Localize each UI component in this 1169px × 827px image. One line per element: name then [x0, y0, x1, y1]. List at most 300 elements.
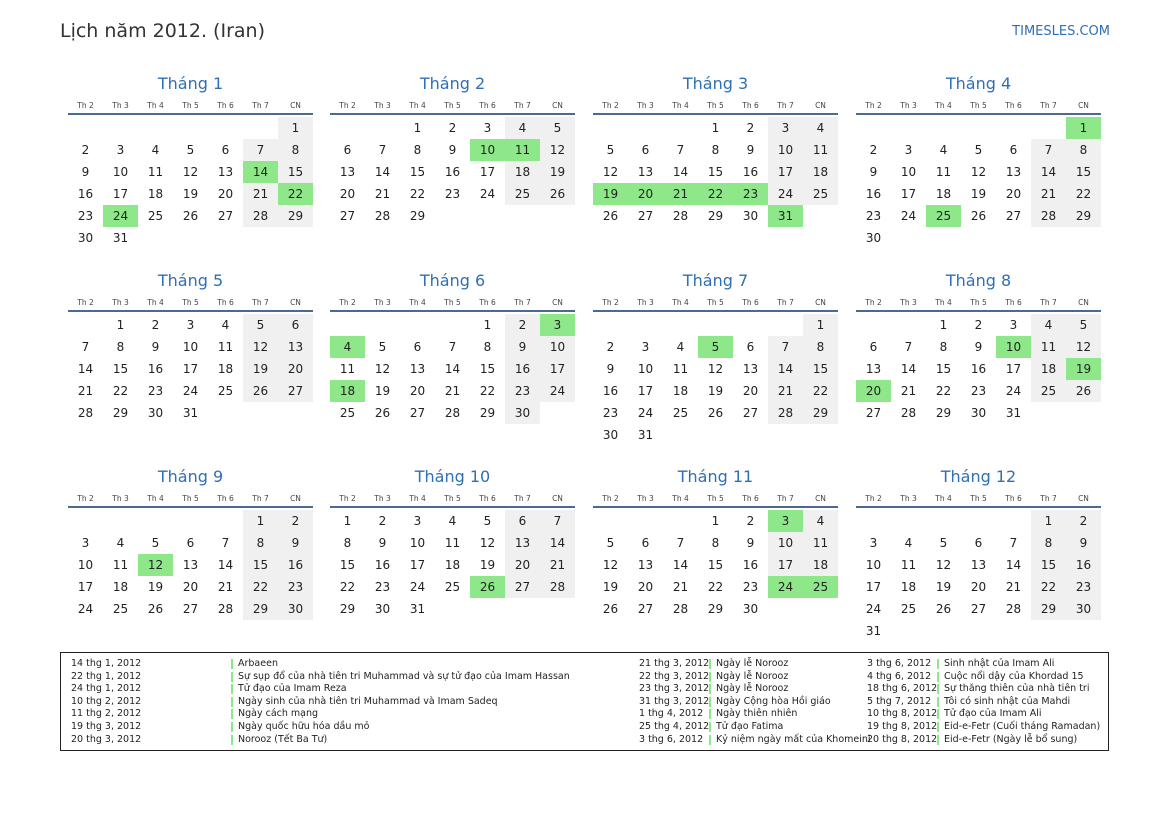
day-cell[interactable]: 12 — [540, 139, 575, 161]
day-cell[interactable]: 2 — [869, 143, 878, 157]
day-cell[interactable]: 6 — [505, 510, 540, 532]
day-cell[interactable]: 23 — [865, 209, 882, 223]
day-cell[interactable]: 6 — [278, 314, 313, 336]
day-cell[interactable]: 16 — [147, 362, 164, 376]
day-cell[interactable]: 31 — [182, 406, 199, 420]
day-cell[interactable]: 8 — [483, 340, 492, 354]
day-cell[interactable]: 29 — [803, 402, 838, 424]
day-cell[interactable]: 7 — [904, 340, 913, 354]
day-cell[interactable]: 16 — [1066, 554, 1101, 576]
day-cell[interactable]: 5 — [378, 340, 387, 354]
day-cell[interactable]: 30 — [865, 231, 882, 245]
day-cell[interactable]: 27 — [1005, 209, 1022, 223]
day-cell[interactable]: 23 — [278, 576, 313, 598]
day-cell[interactable]: 28 — [444, 406, 461, 420]
day-cell[interactable]: 1 — [483, 318, 492, 332]
day-cell[interactable]: 9 — [151, 340, 160, 354]
day-cell[interactable]: 23 — [970, 384, 987, 398]
day-cell[interactable]: 30 — [742, 602, 759, 616]
day-cell[interactable]: 25 — [900, 602, 917, 616]
day-cell[interactable]: 31 — [409, 602, 426, 616]
day-cell[interactable]: 6 — [1009, 143, 1018, 157]
day-cell[interactable]: 29 — [707, 209, 724, 223]
day-cell[interactable]: 24 — [479, 187, 496, 201]
day-cell[interactable]: 16 — [742, 165, 759, 179]
day-cell[interactable]: 11 — [935, 165, 952, 179]
day-cell[interactable]: 27 — [505, 576, 540, 598]
day-cell[interactable]: 1 — [243, 510, 278, 532]
day-cell[interactable]: 23 — [602, 406, 619, 420]
day-cell[interactable]: 6 — [413, 340, 422, 354]
day-cell[interactable]: 14 — [768, 358, 803, 380]
day-cell[interactable]: 9 — [448, 143, 457, 157]
day-cell[interactable]: 25 — [505, 183, 540, 205]
day-cell[interactable]: 2 — [81, 143, 90, 157]
day-cell[interactable]: 22 — [1066, 183, 1101, 205]
day-cell[interactable]: 24 — [77, 602, 94, 616]
day-cell[interactable]: 9 — [505, 336, 540, 358]
day-cell[interactable]: 1 — [343, 514, 352, 528]
day-cell[interactable]: 19 — [243, 358, 278, 380]
day-cell[interactable]: 24 — [768, 183, 803, 205]
holiday-day-cell[interactable]: 11 — [505, 139, 540, 161]
day-cell[interactable]: 4 — [448, 514, 457, 528]
day-cell[interactable]: 5 — [606, 536, 615, 550]
day-cell[interactable]: 7 — [378, 143, 387, 157]
day-cell[interactable]: 18 — [505, 161, 540, 183]
day-cell[interactable]: 14 — [374, 165, 391, 179]
day-cell[interactable]: 17 — [409, 558, 426, 572]
day-cell[interactable]: 15 — [278, 161, 313, 183]
day-cell[interactable]: 2 — [151, 318, 160, 332]
day-cell[interactable]: 2 — [1066, 510, 1101, 532]
day-cell[interactable]: 30 — [147, 406, 164, 420]
day-cell[interactable]: 7 — [1031, 139, 1066, 161]
day-cell[interactable]: 20 — [970, 580, 987, 594]
day-cell[interactable]: 7 — [81, 340, 90, 354]
day-cell[interactable]: 4 — [151, 143, 160, 157]
day-cell[interactable]: 31 — [112, 231, 129, 245]
day-cell[interactable]: 19 — [182, 187, 199, 201]
day-cell[interactable]: 24 — [637, 406, 654, 420]
day-cell[interactable]: 25 — [112, 602, 129, 616]
day-cell[interactable]: 4 — [505, 117, 540, 139]
day-cell[interactable]: 22 — [339, 580, 356, 594]
day-cell[interactable]: 14 — [77, 362, 94, 376]
day-cell[interactable]: 25 — [1031, 380, 1066, 402]
day-cell[interactable]: 11 — [339, 362, 356, 376]
day-cell[interactable]: 8 — [413, 143, 422, 157]
day-cell[interactable]: 27 — [637, 602, 654, 616]
day-cell[interactable]: 3 — [904, 143, 913, 157]
day-cell[interactable]: 22 — [935, 384, 952, 398]
day-cell[interactable]: 21 — [444, 384, 461, 398]
day-cell[interactable]: 24 — [865, 602, 882, 616]
day-cell[interactable]: 18 — [803, 161, 838, 183]
day-cell[interactable]: 18 — [935, 187, 952, 201]
day-cell[interactable]: 17 — [182, 362, 199, 376]
day-cell[interactable]: 28 — [900, 406, 917, 420]
day-cell[interactable]: 20 — [182, 580, 199, 594]
day-cell[interactable]: 8 — [803, 336, 838, 358]
holiday-day-cell[interactable]: 25 — [926, 205, 961, 227]
holiday-day-cell[interactable]: 12 — [138, 554, 173, 576]
day-cell[interactable]: 24 — [900, 209, 917, 223]
day-cell[interactable]: 5 — [483, 514, 492, 528]
day-cell[interactable]: 13 — [182, 558, 199, 572]
day-cell[interactable]: 28 — [1031, 205, 1066, 227]
day-cell[interactable]: 17 — [768, 554, 803, 576]
day-cell[interactable]: 9 — [81, 165, 90, 179]
day-cell[interactable]: 19 — [970, 187, 987, 201]
day-cell[interactable]: 26 — [1066, 380, 1101, 402]
day-cell[interactable]: 8 — [1066, 139, 1101, 161]
day-cell[interactable]: 4 — [803, 510, 838, 532]
day-cell[interactable]: 27 — [409, 406, 426, 420]
holiday-day-cell[interactable]: 19 — [593, 183, 628, 205]
day-cell[interactable]: 28 — [672, 602, 689, 616]
day-cell[interactable]: 30 — [278, 598, 313, 620]
day-cell[interactable]: 1 — [939, 318, 948, 332]
day-cell[interactable]: 28 — [768, 402, 803, 424]
day-cell[interactable]: 10 — [900, 165, 917, 179]
day-cell[interactable]: 4 — [116, 536, 125, 550]
day-cell[interactable]: 10 — [865, 558, 882, 572]
day-cell[interactable]: 21 — [768, 380, 803, 402]
day-cell[interactable]: 13 — [742, 362, 759, 376]
day-cell[interactable]: 21 — [672, 580, 689, 594]
day-cell[interactable]: 30 — [970, 406, 987, 420]
day-cell[interactable]: 21 — [1031, 183, 1066, 205]
day-cell[interactable]: 6 — [186, 536, 195, 550]
day-cell[interactable]: 3 — [413, 514, 422, 528]
day-cell[interactable]: 2 — [378, 514, 387, 528]
day-cell[interactable]: 10 — [409, 536, 426, 550]
day-cell[interactable]: 5 — [540, 117, 575, 139]
day-cell[interactable]: 8 — [939, 340, 948, 354]
day-cell[interactable]: 14 — [217, 558, 234, 572]
day-cell[interactable]: 22 — [243, 576, 278, 598]
holiday-day-cell[interactable]: 25 — [803, 576, 838, 598]
day-cell[interactable]: 30 — [505, 402, 540, 424]
day-cell[interactable]: 19 — [935, 580, 952, 594]
holiday-day-cell[interactable]: 31 — [768, 205, 803, 227]
day-cell[interactable]: 25 — [147, 209, 164, 223]
day-cell[interactable]: 12 — [602, 558, 619, 572]
day-cell[interactable]: 20 — [637, 580, 654, 594]
day-cell[interactable]: 13 — [1005, 165, 1022, 179]
day-cell[interactable]: 24 — [409, 580, 426, 594]
day-cell[interactable]: 19 — [707, 384, 724, 398]
day-cell[interactable]: 28 — [77, 406, 94, 420]
day-cell[interactable]: 5 — [939, 536, 948, 550]
day-cell[interactable]: 12 — [707, 362, 724, 376]
day-cell[interactable]: 1 — [711, 514, 720, 528]
day-cell[interactable]: 21 — [1005, 580, 1022, 594]
day-cell[interactable]: 27 — [637, 209, 654, 223]
day-cell[interactable]: 18 — [803, 554, 838, 576]
day-cell[interactable]: 20 — [409, 384, 426, 398]
day-cell[interactable]: 20 — [339, 187, 356, 201]
day-cell[interactable]: 9 — [278, 532, 313, 554]
day-cell[interactable]: 26 — [182, 209, 199, 223]
day-cell[interactable]: 5 — [1066, 314, 1101, 336]
day-cell[interactable]: 13 — [339, 165, 356, 179]
day-cell[interactable]: 26 — [935, 602, 952, 616]
day-cell[interactable]: 15 — [1031, 554, 1066, 576]
day-cell[interactable]: 18 — [147, 187, 164, 201]
holiday-day-cell[interactable]: 10 — [470, 139, 505, 161]
day-cell[interactable]: 5 — [606, 143, 615, 157]
day-cell[interactable]: 1 — [413, 121, 422, 135]
day-cell[interactable]: 22 — [707, 580, 724, 594]
day-cell[interactable]: 9 — [746, 143, 755, 157]
day-cell[interactable]: 17 — [479, 165, 496, 179]
holiday-day-cell[interactable]: 22 — [278, 183, 313, 205]
day-cell[interactable]: 7 — [676, 536, 685, 550]
day-cell[interactable]: 18 — [217, 362, 234, 376]
day-cell[interactable]: 3 — [186, 318, 195, 332]
holiday-day-cell[interactable]: 24 — [103, 205, 138, 227]
holiday-day-cell[interactable]: 24 — [768, 576, 803, 598]
day-cell[interactable]: 6 — [221, 143, 230, 157]
day-cell[interactable]: 20 — [1005, 187, 1022, 201]
day-cell[interactable]: 15 — [339, 558, 356, 572]
holiday-day-cell[interactable]: 26 — [470, 576, 505, 598]
day-cell[interactable]: 13 — [409, 362, 426, 376]
day-cell[interactable]: 23 — [147, 384, 164, 398]
day-cell[interactable]: 28 — [540, 576, 575, 598]
day-cell[interactable]: 8 — [711, 536, 720, 550]
day-cell[interactable]: 17 — [77, 580, 94, 594]
day-cell[interactable]: 26 — [602, 209, 619, 223]
holiday-day-cell[interactable]: 23 — [733, 183, 768, 205]
day-cell[interactable]: 17 — [637, 384, 654, 398]
day-cell[interactable]: 12 — [182, 165, 199, 179]
day-cell[interactable]: 3 — [81, 536, 90, 550]
day-cell[interactable]: 10 — [540, 336, 575, 358]
day-cell[interactable]: 11 — [803, 139, 838, 161]
day-cell[interactable]: 11 — [900, 558, 917, 572]
day-cell[interactable]: 24 — [182, 384, 199, 398]
day-cell[interactable]: 2 — [448, 121, 457, 135]
day-cell[interactable]: 14 — [900, 362, 917, 376]
day-cell[interactable]: 22 — [409, 187, 426, 201]
day-cell[interactable]: 16 — [970, 362, 987, 376]
day-cell[interactable]: 17 — [1005, 362, 1022, 376]
day-cell[interactable]: 12 — [935, 558, 952, 572]
day-cell[interactable]: 9 — [974, 340, 983, 354]
day-cell[interactable]: 20 — [278, 358, 313, 380]
day-cell[interactable]: 6 — [974, 536, 983, 550]
day-cell[interactable]: 23 — [742, 580, 759, 594]
day-cell[interactable]: 11 — [147, 165, 164, 179]
day-cell[interactable]: 11 — [803, 532, 838, 554]
day-cell[interactable]: 10 — [77, 558, 94, 572]
day-cell[interactable]: 13 — [505, 532, 540, 554]
day-cell[interactable]: 30 — [742, 209, 759, 223]
day-cell[interactable]: 28 — [217, 602, 234, 616]
holiday-day-cell[interactable]: 3 — [768, 510, 803, 532]
day-cell[interactable]: 9 — [606, 362, 615, 376]
day-cell[interactable]: 14 — [672, 165, 689, 179]
day-cell[interactable]: 3 — [1009, 318, 1018, 332]
day-cell[interactable]: 20 — [217, 187, 234, 201]
day-cell[interactable]: 10 — [112, 165, 129, 179]
day-cell[interactable]: 16 — [505, 358, 540, 380]
day-cell[interactable]: 23 — [444, 187, 461, 201]
day-cell[interactable]: 16 — [865, 187, 882, 201]
day-cell[interactable]: 16 — [444, 165, 461, 179]
day-cell[interactable]: 14 — [1031, 161, 1066, 183]
day-cell[interactable]: 31 — [1005, 406, 1022, 420]
day-cell[interactable]: 21 — [900, 384, 917, 398]
day-cell[interactable]: 27 — [970, 602, 987, 616]
day-cell[interactable]: 7 — [243, 139, 278, 161]
day-cell[interactable]: 19 — [147, 580, 164, 594]
day-cell[interactable]: 26 — [707, 406, 724, 420]
day-cell[interactable]: 29 — [1031, 598, 1066, 620]
day-cell[interactable]: 8 — [343, 536, 352, 550]
day-cell[interactable]: 17 — [540, 358, 575, 380]
day-cell[interactable]: 21 — [77, 384, 94, 398]
day-cell[interactable]: 13 — [217, 165, 234, 179]
day-cell[interactable]: 8 — [243, 532, 278, 554]
day-cell[interactable]: 14 — [1005, 558, 1022, 572]
day-cell[interactable]: 11 — [444, 536, 461, 550]
day-cell[interactable]: 10 — [637, 362, 654, 376]
day-cell[interactable]: 26 — [147, 602, 164, 616]
day-cell[interactable]: 20 — [742, 384, 759, 398]
day-cell[interactable]: 9 — [869, 165, 878, 179]
day-cell[interactable]: 29 — [479, 406, 496, 420]
day-cell[interactable]: 12 — [374, 362, 391, 376]
day-cell[interactable]: 21 — [217, 580, 234, 594]
day-cell[interactable]: 7 — [768, 336, 803, 358]
day-cell[interactable]: 24 — [1005, 384, 1022, 398]
day-cell[interactable]: 31 — [865, 624, 882, 638]
day-cell[interactable]: 17 — [768, 161, 803, 183]
holiday-day-cell[interactable]: 18 — [330, 380, 365, 402]
day-cell[interactable]: 12 — [243, 336, 278, 358]
day-cell[interactable]: 2 — [974, 318, 983, 332]
day-cell[interactable]: 13 — [970, 558, 987, 572]
day-cell[interactable]: 15 — [243, 554, 278, 576]
day-cell[interactable]: 11 — [672, 362, 689, 376]
day-cell[interactable]: 14 — [444, 362, 461, 376]
holiday-day-cell[interactable]: 22 — [698, 183, 733, 205]
day-cell[interactable]: 15 — [1066, 161, 1101, 183]
day-cell[interactable]: 10 — [182, 340, 199, 354]
site-link[interactable]: TIMESLES.COM — [1012, 24, 1110, 39]
day-cell[interactable]: 3 — [116, 143, 125, 157]
day-cell[interactable]: 11 — [217, 340, 234, 354]
day-cell[interactable]: 18 — [444, 558, 461, 572]
day-cell[interactable]: 19 — [374, 384, 391, 398]
day-cell[interactable]: 18 — [112, 580, 129, 594]
day-cell[interactable]: 19 — [602, 580, 619, 594]
day-cell[interactable]: 27 — [742, 406, 759, 420]
day-cell[interactable]: 22 — [479, 384, 496, 398]
holiday-day-cell[interactable]: 20 — [628, 183, 663, 205]
day-cell[interactable]: 5 — [186, 143, 195, 157]
day-cell[interactable]: 25 — [672, 406, 689, 420]
holiday-day-cell[interactable]: 19 — [1066, 358, 1101, 380]
day-cell[interactable]: 7 — [676, 143, 685, 157]
day-cell[interactable]: 12 — [479, 536, 496, 550]
day-cell[interactable]: 3 — [641, 340, 650, 354]
day-cell[interactable]: 25 — [803, 183, 838, 205]
day-cell[interactable]: 28 — [672, 209, 689, 223]
day-cell[interactable]: 15 — [707, 165, 724, 179]
day-cell[interactable]: 4 — [676, 340, 685, 354]
day-cell[interactable]: 29 — [409, 209, 426, 223]
day-cell[interactable]: 6 — [641, 143, 650, 157]
day-cell[interactable]: 30 — [374, 602, 391, 616]
day-cell[interactable]: 23 — [505, 380, 540, 402]
day-cell[interactable]: 29 — [278, 205, 313, 227]
day-cell[interactable]: 27 — [278, 380, 313, 402]
day-cell[interactable]: 4 — [803, 117, 838, 139]
day-cell[interactable]: 31 — [637, 428, 654, 442]
day-cell[interactable]: 4 — [221, 318, 230, 332]
day-cell[interactable]: 7 — [448, 340, 457, 354]
day-cell[interactable]: 25 — [444, 580, 461, 594]
day-cell[interactable]: 4 — [904, 536, 913, 550]
day-cell[interactable]: 9 — [746, 536, 755, 550]
day-cell[interactable]: 22 — [803, 380, 838, 402]
day-cell[interactable]: 28 — [243, 205, 278, 227]
day-cell[interactable]: 16 — [77, 187, 94, 201]
day-cell[interactable]: 14 — [672, 558, 689, 572]
day-cell[interactable]: 28 — [1005, 602, 1022, 616]
day-cell[interactable]: 16 — [374, 558, 391, 572]
day-cell[interactable]: 22 — [1031, 576, 1066, 598]
day-cell[interactable]: 30 — [602, 428, 619, 442]
day-cell[interactable]: 8 — [711, 143, 720, 157]
day-cell[interactable]: 29 — [112, 406, 129, 420]
day-cell[interactable]: 4 — [939, 143, 948, 157]
day-cell[interactable]: 5 — [243, 314, 278, 336]
day-cell[interactable]: 30 — [1066, 598, 1101, 620]
day-cell[interactable]: 15 — [803, 358, 838, 380]
day-cell[interactable]: 1 — [1031, 510, 1066, 532]
day-cell[interactable]: 1 — [278, 117, 313, 139]
day-cell[interactable]: 7 — [540, 510, 575, 532]
day-cell[interactable]: 4 — [1031, 314, 1066, 336]
day-cell[interactable]: 1 — [711, 121, 720, 135]
day-cell[interactable]: 10 — [768, 532, 803, 554]
day-cell[interactable]: 7 — [1009, 536, 1018, 550]
day-cell[interactable]: 3 — [768, 117, 803, 139]
day-cell[interactable]: 14 — [540, 532, 575, 554]
day-cell[interactable]: 16 — [742, 558, 759, 572]
day-cell[interactable]: 27 — [217, 209, 234, 223]
day-cell[interactable]: 23 — [77, 209, 94, 223]
day-cell[interactable]: 16 — [602, 384, 619, 398]
day-cell[interactable]: 12 — [1066, 336, 1101, 358]
day-cell[interactable]: 26 — [602, 602, 619, 616]
day-cell[interactable]: 6 — [343, 143, 352, 157]
day-cell[interactable]: 27 — [182, 602, 199, 616]
day-cell[interactable]: 15 — [112, 362, 129, 376]
day-cell[interactable]: 26 — [540, 183, 575, 205]
day-cell[interactable]: 6 — [641, 536, 650, 550]
holiday-day-cell[interactable]: 10 — [996, 336, 1031, 358]
holiday-day-cell[interactable]: 3 — [540, 314, 575, 336]
day-cell[interactable]: 1 — [803, 314, 838, 336]
day-cell[interactable]: 22 — [112, 384, 129, 398]
